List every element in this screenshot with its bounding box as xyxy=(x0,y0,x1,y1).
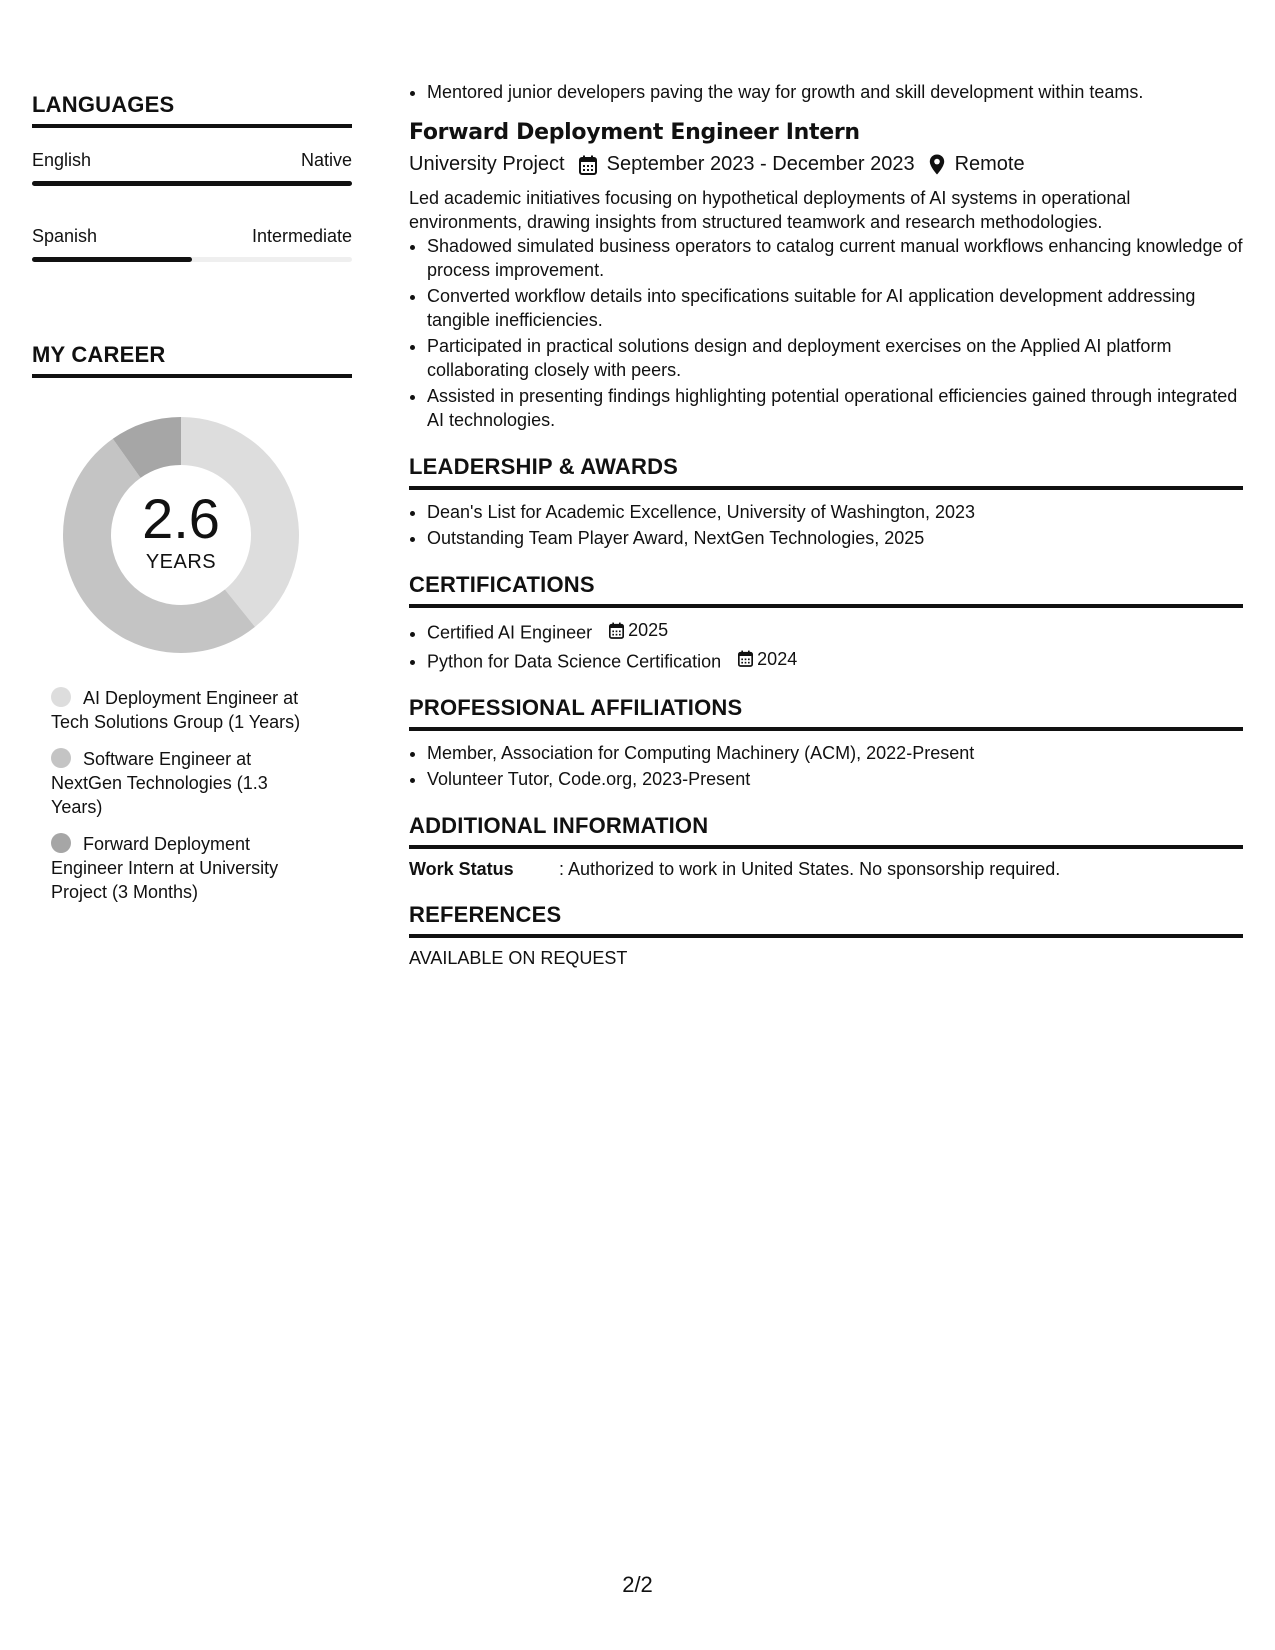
donut-center xyxy=(56,410,306,660)
list-item: • Assisted in presenting findings highlighting potential operational efficiencies gained through integrated AI technologies. xyxy=(427,384,1243,432)
previous-job-bullets xyxy=(409,80,1243,104)
certification-year: 2024 xyxy=(757,648,798,669)
list-item: • Mentored junior developers paving the way for growth and skill development within teams. xyxy=(427,80,1243,104)
leadership-heading: LEADERSHIP & AWARDS xyxy=(409,454,1243,490)
list-item: • Converted workflow details into specifications suitable for AI application development addressing tangible inefficiencies. xyxy=(427,284,1243,332)
career-total-years: 2.6 xyxy=(142,486,220,550)
job-entry xyxy=(409,120,1243,432)
location-pin-icon xyxy=(929,154,945,175)
job-title: Forward Deployment Engineer Intern xyxy=(409,120,860,145)
legend-item xyxy=(51,832,321,904)
language-name: Spanish xyxy=(32,226,98,246)
job-description: Led academic initiatives focusing on hypothetical deployments of AI systems in operational environments, drawing insights from structured teamwork and research methodologies. xyxy=(409,188,1131,232)
job-meta xyxy=(409,153,1243,176)
right-column xyxy=(409,80,1243,969)
list-item: • Participated in practical solutions design and deployment exercises on the Applied AI platform collaborating closely with peers. xyxy=(427,334,1243,382)
language-bar-track xyxy=(32,257,352,262)
affiliations-section xyxy=(409,695,1243,791)
career-total-unit: YEARS xyxy=(145,550,217,573)
list-item xyxy=(427,618,1243,645)
legend-item xyxy=(51,747,321,819)
certifications-heading: CERTIFICATIONS xyxy=(409,572,1243,608)
additional-info-section xyxy=(409,813,1243,880)
language-name: English xyxy=(32,150,92,170)
legend-label: AI Deployment Engineer at Tech Solutions Group (1 Years) xyxy=(51,688,301,732)
page-number: 2/2 xyxy=(622,1572,653,1597)
career-donut-chart xyxy=(56,410,306,660)
language-bar-track xyxy=(32,181,352,186)
certification-date xyxy=(738,647,797,671)
list-item: • Outstanding Team Player Award, NextGen Technologies, 2025 xyxy=(427,526,1243,550)
language-bar-fill xyxy=(32,181,352,186)
legend-label: Forward Deployment Engineer Intern at University Project (3 Months) xyxy=(51,834,279,902)
language-level: Native xyxy=(300,150,352,170)
certification-date xyxy=(609,618,668,642)
work-status-label: Work Status xyxy=(409,859,514,879)
languages-section xyxy=(32,92,352,262)
job-location: Remote xyxy=(954,153,1025,175)
job-bullets xyxy=(409,234,1243,432)
career-legend xyxy=(51,686,321,904)
calendar-icon xyxy=(579,155,597,175)
language-row xyxy=(32,226,352,247)
references-text: AVAILABLE ON REQUEST xyxy=(409,948,628,968)
left-column xyxy=(32,92,352,917)
calendar-icon xyxy=(609,622,624,639)
languages-heading: LANGUAGES xyxy=(32,92,352,128)
list-item: • Dean's List for Academic Excellence, University of Washington, 2023 xyxy=(427,500,1243,524)
affiliations-heading: PROFESSIONAL AFFILIATIONS xyxy=(409,695,1243,731)
job-dates: September 2023 - December 2023 xyxy=(606,153,915,175)
career-heading: MY CAREER xyxy=(32,342,352,378)
list-item: • Member, Association for Computing Machinery (ACM), 2022-Present xyxy=(427,741,1243,765)
language-level: Intermediate xyxy=(251,226,352,246)
certification-year: 2025 xyxy=(628,620,669,640)
legend-dot xyxy=(51,833,71,853)
references-heading: REFERENCES xyxy=(409,902,1243,938)
legend-label: Software Engineer at NextGen Technologies (1.3 Years) xyxy=(51,749,268,817)
list-item: • Volunteer Tutor, Code.org, 2023-Present xyxy=(427,767,1243,791)
work-status-row xyxy=(409,859,1243,880)
list-item: • Shadowed simulated business operators to catalog current manual workflows enhancing knowledge of process improvement. xyxy=(427,234,1243,282)
calendar-icon xyxy=(738,650,753,667)
work-status-value: : Authorized to work in United States. No sponsorship required. xyxy=(559,859,1061,879)
certifications-section xyxy=(409,572,1243,673)
career-section xyxy=(32,342,352,904)
references-section xyxy=(409,902,1243,969)
list-item xyxy=(427,647,1243,674)
legend-dot xyxy=(51,748,71,768)
language-bar-fill xyxy=(32,257,192,262)
job-company: University Project xyxy=(409,153,565,175)
language-row xyxy=(32,150,352,171)
certification-name: Python for Data Science Certification xyxy=(427,651,722,671)
certification-name: Certified AI Engineer xyxy=(427,622,593,643)
legend-item xyxy=(51,686,321,734)
leadership-section xyxy=(409,454,1243,550)
legend-dot xyxy=(51,687,71,707)
additional-info-heading: ADDITIONAL INFORMATION xyxy=(409,813,1243,849)
